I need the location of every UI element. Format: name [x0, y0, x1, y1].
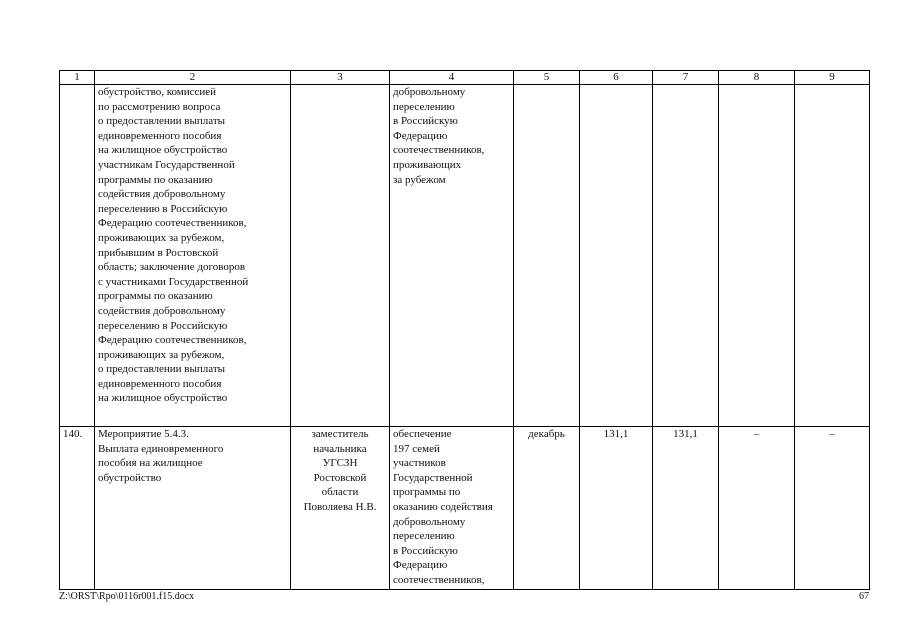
header-cell: 8: [719, 71, 795, 85]
activity-cell: обустройство, комиссией по рассмотрению вопроса о предоставлении выплаты единовременного пособия на жилищное обустройство участникам Государственной программы по оказанию содействия добровольному переселению в Российскую Федерацию соотечественников, проживающих за рубежом, прибывшим в Ростовской область; заключение договоров с участниками Государственной программы по оказанию содействия добровольному переселению в Российскую Федерацию соотечественников, проживающих за рубежом, о предоставлении выплаты единовременного пособия на жилищное обустройство: [95, 85, 291, 427]
value-cell-7: 131,1: [653, 427, 719, 590]
document-table: [59, 70, 870, 590]
row-number-cell: 140.: [60, 427, 95, 590]
table-row: [60, 85, 870, 427]
deadline-cell: декабрь: [514, 427, 580, 590]
value-cell-7: [653, 85, 719, 427]
table-header-row: [60, 71, 870, 85]
header-cell: 6: [580, 71, 653, 85]
result-cell: обеспечение 197 семей участников Государственной программы по оказанию содействия добровольному переселению в Российскую Федерацию соотечественников,: [390, 427, 514, 590]
header-cell: 5: [514, 71, 580, 85]
value-cell-6: [580, 85, 653, 427]
result-cell: добровольному переселению в Российскую Федерацию соотечественников, проживающих за рубежом: [390, 85, 514, 427]
responsible-cell: заместитель начальника УГСЗН Ростовской области Поволяева Н.В.: [291, 427, 390, 590]
responsible-cell: [291, 85, 390, 427]
header-cell: 2: [95, 71, 291, 85]
header-cell: 4: [390, 71, 514, 85]
value-cell-6: 131,1: [580, 427, 653, 590]
value-cell-8: [719, 85, 795, 427]
header-cell: 7: [653, 71, 719, 85]
header-cell: 9: [795, 71, 870, 85]
value-cell-8: –: [719, 427, 795, 590]
row-number-cell: [60, 85, 95, 427]
value-cell-9: –: [795, 427, 870, 590]
table-row: [60, 427, 870, 590]
value-cell-9: [795, 85, 870, 427]
activity-cell: Мероприятие 5.4.3. Выплата единовременного пособия на жилищное обустройство: [95, 427, 291, 590]
header-cell: 1: [60, 71, 95, 85]
page-number: 67: [859, 591, 869, 602]
header-cell: 3: [291, 71, 390, 85]
footer-file-path: Z:\ORST\Rpo\0116r001.f15.docx: [59, 591, 195, 602]
deadline-cell: [514, 85, 580, 427]
